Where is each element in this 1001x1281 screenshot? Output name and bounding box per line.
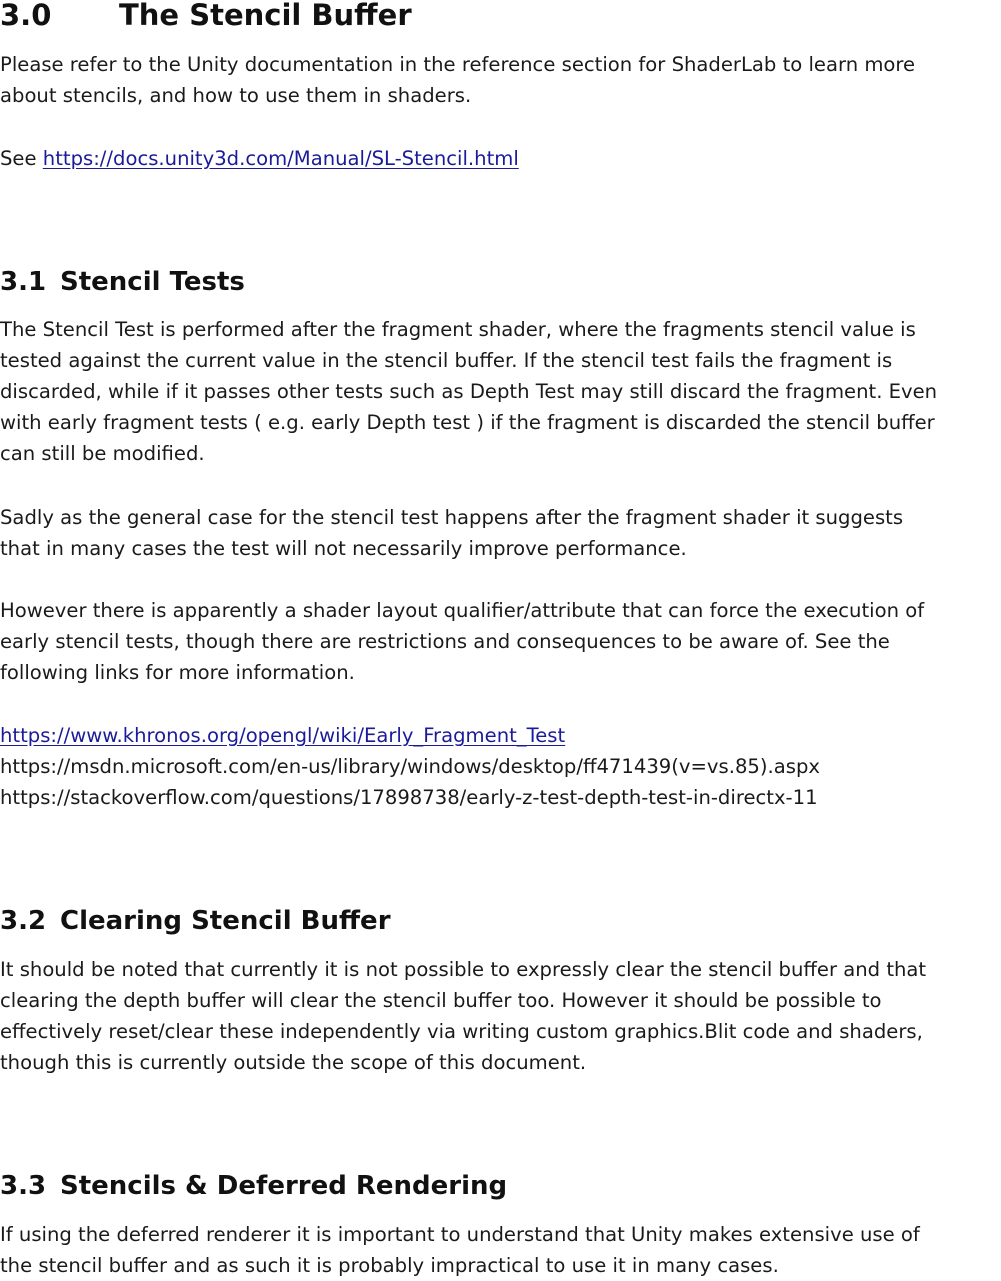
paragraph-line: However there is apparently a shader layout qualifier/attribute that can force the execution of — [0, 599, 925, 622]
heading-title: Stencils & Deferred Rendering — [60, 1171, 508, 1201]
stackoverflow-reference-url: https://stackoverflow.com/questions/17898738/early-z-test-depth-test-in-directx-11 — [0, 786, 818, 809]
paragraph-line: clearing the depth buffer will clear the stencil buffer too. However it should be possible to — [0, 989, 882, 1012]
msdn-reference-url: https://msdn.microsoft.com/en-us/library/windows/desktop/ff471439(v=vs.85).aspx — [0, 755, 820, 778]
paragraph-line: can still be modified. — [0, 442, 205, 465]
paragraph-line: following links for more information. — [0, 661, 355, 684]
heading-title: Stencil Tests — [60, 267, 245, 297]
paragraph-line: Please refer to the Unity documentation in the reference section for ShaderLab to learn more — [0, 53, 916, 76]
paragraph-line: discarded, while if it passes other tests such as Depth Test may still discard the fragment. Even — [0, 380, 938, 403]
intro-paragraph — [0, 49, 915, 111]
paragraph-line: though this is currently outside the scope of this document. — [0, 1051, 587, 1074]
heading-number: 3.0 — [0, 0, 52, 32]
paragraph-line: that in many cases the test will not necessarily improve performance. — [0, 537, 687, 560]
see-line — [0, 143, 519, 174]
deferred-rendering-paragraph — [0, 1219, 920, 1281]
paragraph-line: about stencils, and how to use them in shaders. — [0, 84, 472, 107]
stencil-tests-paragraph-2 — [0, 502, 903, 564]
paragraph-line: effectively reset/clear these independently via writing custom graphics.Blit code and shaders, — [0, 1020, 923, 1043]
clearing-stencil-paragraph — [0, 954, 926, 1078]
paragraph-line: It should be noted that currently it is not possible to expressly clear the stencil buffer and that — [0, 958, 927, 981]
khronos-early-fragment-test-link[interactable]: https://www.khronos.org/opengl/wiki/Early_Fragment_Test — [0, 724, 566, 747]
stencil-tests-paragraph-1 — [0, 314, 937, 469]
paragraph-line: The Stencil Test is performed after the fragment shader, where the fragments stencil value is — [0, 318, 916, 341]
stencil-tests-paragraph-3 — [0, 595, 924, 688]
heading-3-2 — [0, 904, 391, 938]
paragraph-line: Sadly as the general case for the stencil test happens after the fragment shader it suggests — [0, 506, 904, 529]
paragraph-line: early stencil tests, though there are restrictions and consequences to be aware of. See the — [0, 630, 890, 653]
paragraph-line: If using the deferred renderer it is important to understand that Unity makes extensive use of — [0, 1223, 920, 1246]
unity-stencil-doc-link[interactable]: https://docs.unity3d.com/Manual/SL-Stencil.html — [42, 147, 519, 170]
paragraph-line: tested against the current value in the stencil buffer. If the stencil test fails the fragment is — [0, 349, 893, 372]
heading-3-1 — [0, 265, 245, 299]
heading-3-3 — [0, 1169, 507, 1203]
paragraph-line: the stencil buffer and as such it is probably impractical to use it in many cases. — [0, 1254, 779, 1277]
paragraph-line: with early fragment tests ( e.g. early Depth test ) if the fragment is discarded the stencil buffer — [0, 411, 935, 434]
see-prefix: See — [0, 147, 43, 170]
heading-number: 3.3 — [0, 1171, 47, 1201]
reference-links — [0, 720, 820, 813]
heading-number: 3.2 — [0, 906, 47, 936]
heading-title: Clearing Stencil Buffer — [60, 906, 391, 936]
heading-3-0 — [0, 0, 412, 33]
heading-title: The Stencil Buffer — [119, 0, 412, 32]
heading-number: 3.1 — [0, 267, 47, 297]
